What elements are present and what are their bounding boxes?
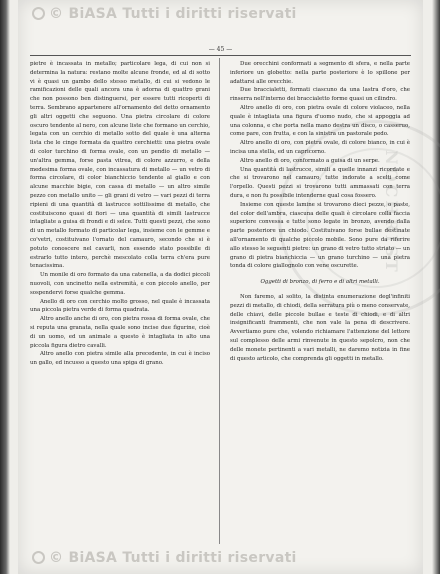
watermark-top [32,6,297,22]
paragraph: Un monile di oro formato da una catenella, a da dodici piccoli nuovoli, con uncinetto nella estremità, e con piccolo anello, per sospendervi forse qualche gemma. [30,272,210,296]
paragraph: Due braccialetti, formati ciascuno da una lastra d'oro, che rinserra nell'interno dei braccialetto forme quasi un cilindro. [230,87,410,103]
paragraph: Altro anello di oro, conformato a guisa di un serpe. [240,157,380,164]
copyright-logo-icon [32,551,45,564]
section-heading: Oggetti di bronzo, di ferro e di altri metalli. [260,279,380,286]
paragraph: Insieme con queste lamine si trovarono dieci pezze, o paste, del color dell'ambra, ciascuna delle quali è circolare colla faccia superiore convessa e tutte sono legate in bronzo, avendo dalla parte posteriore un chiodo. Costituivano forse bullae destinate all'ornamento di qualche piccolo mobile. Sono pure da riferire allo stesso le seguenti pietre: un grano di vetro tutto striato — un grano di pietra bianchiccia — un grano turchino — una pietra tonda di colore giallognolo con vene oscurette. [230,201,410,270]
paragraph: Altro anello anche di oro, con pietra rossa di forma ovale, che si reputa una granata, nella quale sono incise due fìgurine, cioè di un uomo, ed un animale a questo è intagliata in alto una piccola figura dietro cavalli. [30,316,210,349]
paragraph: Non faremo, al solito, la distinta enumerazione degl'infiniti pezzi di metallo, di chiodi, della serratura più o meno conservate, delle chiavi, delle piccole bullae e teste di chiodi, e di altri insignificanti frammenti, che non vale la pena di descrivere. Avvertiamo pure che, volendo richiamare l'attenzione del lettore sul complesso delle armi rinvenute in questo sepolcro, non che delle monete pertinenti a vari metalli, ne daremo notizia in fine di questo articolo, che comprenda gli oggetti in metallo. [230,293,410,362]
column-divider [219,58,220,544]
watermark-top-text: © BiASA Tutti i diritti riservati [49,6,297,22]
paragraph: Altro anello di oro, con pietra ovale, di colore bianco, in cui è incisa una stella, ed un capricorno. [230,140,410,155]
watermark-bottom-text: © BiASA Tutti i diritti riservati [49,550,297,566]
paragraph: Due orecchini conformati a segmento di sfera, e nella parte inferiore un globetto: nella parte posteriore è lo spillone per adattarsi alle orecchie. [230,61,410,85]
right-column [230,60,410,363]
header-rule [30,55,411,56]
paragraph: Altro anello di oro, con pietra ovale di colore violaceo, nella quale è intagliata una figura d'uomo nudo, che si appoggia ad una colonna, e che porta nella mano destra un disco, o casseruo, come pare, con frutta, e con la sinistra un pastorale pedo. [230,104,410,138]
copyright-logo-icon [32,7,45,20]
document-page [18,0,423,574]
paragraph: pietre è incassata in metallo; particolare lega, di cui non si determina la natura: restano molte alcune fronde, ed al di sotto vi è quasi un gambo dello stesso metallo, di cui si vedono le ramificazioni delle quali ancora una è adorna di quattro grani che non possono ben distinguersi, per essere tutti ricoperti di terra. Sembrano appartenere all'ornamento del detto ornamento gli altri oggetti che seguono. Una pietra circolare di colore oscuro tendente al nero, con alcune liste che formano un cerchio, legata con un cerchio di metallo sotto del quale è una alterna lista che le cinge formata da quattro cerchietti: una pietra ovale di color turchino di forma ovale, con un pendio di metallo — un'altra gemma, forse pasta vitrea, di colore azzurro, e della medesima forma ovale, con incassatura di metallo — un vetro di forma circolare, di color bianchiccio tendente al giallo e con alcune macchie bigie, con cassa di metallo — un altro simile pezzo con metallo unito — gli grani di vetro — vari pezzi di terra ripieni di una quantità di lastrucce sottilissime di metallo, che costituiscono quasi di fiori — una quantità di simili lastrucce intagliate a guisa di frondi e di selce. Tutti questi pezzi, che sono di un metallo formato di particolar lega, insieme con le gemme e co'vetri, costituivano l'ornato del camauro, secondo che si è potuto conoscere nel cavarli, non essendo stato possibile di estrarlo tutto intero, perchè mescolato colla terra ch'era pure tenacissima. [30,61,210,270]
watermark-bottom [32,550,297,566]
paragraph: Una quantità di lastrucce, simili a quelle innanzi ricordate e che si trovarono nel camauro, tutte indorate a scelti come l'orpello. Questi pezzi si trovarono tutti ammassati con terra dura, e non fu possibile intenderne qual cosa fossero. [230,166,410,199]
page-number: — 45 — [208,46,233,53]
scan-edge-left [0,0,10,574]
left-column [30,60,210,368]
paragraph: Anello di oro con cerchio molto grosso, nel quale è incassata una piccola pietra verde di forma quadrata. [30,298,210,314]
library-seal-text: NOCHRIST [382,150,401,275]
paragraph: Altro anello con pietra simile alla precedente, in cui è inciso un gallo, ed incusso a questo una spiga di grano. [30,351,210,367]
